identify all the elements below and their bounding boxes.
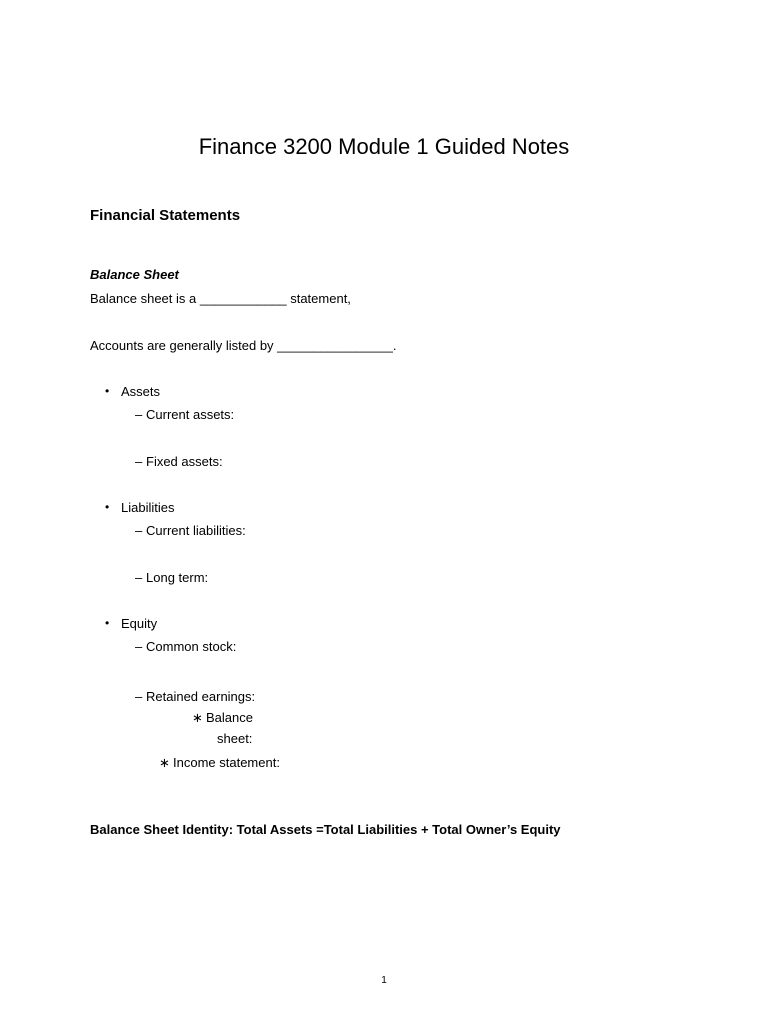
star-bullet-icon: ∗ — [159, 755, 170, 770]
current-assets-label: Current assets: — [146, 407, 235, 422]
balance-sheet-identity: Balance Sheet Identity: Total Assets =Total Liabilities + Total Owner’s Equity — [90, 822, 561, 837]
long-term-label: Long term: — [146, 570, 209, 585]
liabilities-label: Liabilities — [121, 500, 175, 515]
bullet-icon: • — [105, 616, 110, 630]
balance-sheet-sub-label-line2: sheet: — [217, 731, 253, 746]
section-heading-financial-statements: Financial Statements — [90, 207, 241, 224]
assets-label: Assets — [121, 384, 161, 399]
fixed-assets-label: Fixed assets: — [146, 454, 223, 469]
star-bullet-icon: ∗ — [192, 710, 203, 725]
dash-icon: – — [135, 523, 143, 538]
current-liabilities-label: Current liabilities: — [146, 523, 246, 538]
bullet-icon: • — [105, 500, 110, 514]
dash-icon: – — [135, 454, 143, 469]
equity-label: Equity — [121, 616, 158, 631]
document-title: Finance 3200 Module 1 Guided Notes — [198, 134, 570, 159]
dash-icon: – — [135, 639, 143, 654]
subheading-balance-sheet: Balance Sheet — [90, 267, 179, 282]
dash-icon: – — [135, 689, 143, 704]
page-number: 1 — [381, 975, 387, 986]
dash-icon: – — [135, 570, 143, 585]
balance-sheet-definition-line: Balance sheet is a ____________ statement, — [90, 291, 351, 306]
retained-earnings-label: Retained earnings: — [146, 689, 256, 704]
income-statement-label: Income statement: — [173, 755, 280, 770]
bullet-icon: • — [105, 384, 110, 398]
balance-sheet-sub-label-line1: Balance — [206, 710, 253, 725]
dash-icon: – — [135, 407, 143, 422]
accounts-listing-line: Accounts are generally listed by ________________. — [90, 338, 397, 353]
common-stock-label: Common stock: — [146, 639, 237, 654]
